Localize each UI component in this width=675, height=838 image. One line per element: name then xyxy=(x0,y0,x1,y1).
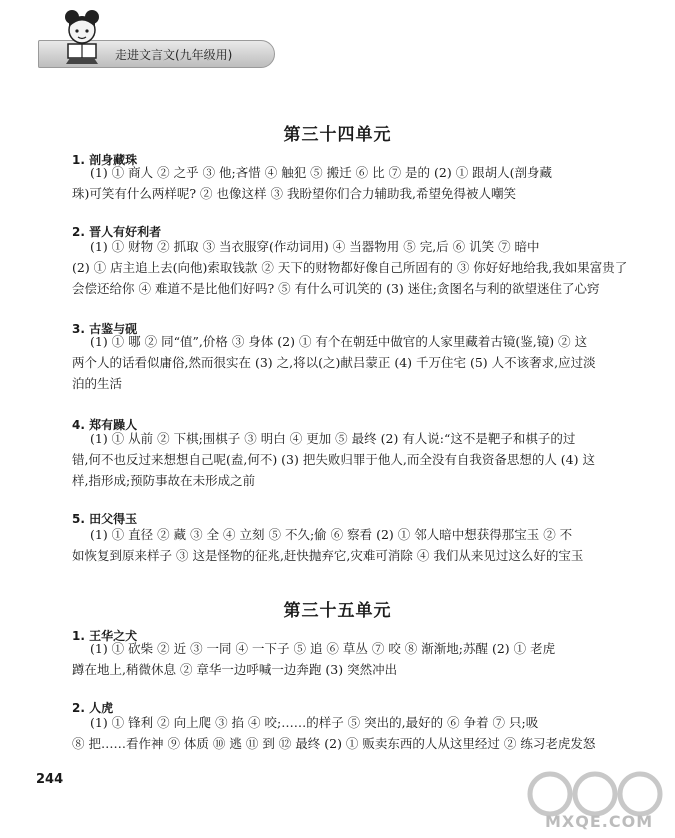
book-title: 走进文言文(九年级用) xyxy=(115,48,233,62)
section-title: 1. 王华之犬 xyxy=(72,629,138,643)
text-line: (1) ① 直径 ② 藏 ③ 全 ④ 立刻 ⑤ 不久;偷 ⑥ 察看 (2) ① 邻人暗中想获得那宝玉 ② 不 xyxy=(90,527,573,542)
section-title: 2. 晋人有好利者 xyxy=(72,225,162,239)
text-line: ⑧ 把……看作神 ⑨ 体质 ⑩ 逃 ⑪ 到 ⑫ 最终 (2) ① 贩卖东西的人从这里经过 ② 练习老虎发怒 xyxy=(72,736,596,751)
section-body xyxy=(72,638,612,680)
text-line: (2) ① 店主追上去(向他)索取钱款 ② 天下的财物都好像自己所固有的 ③ 你好好地给我,我如果富贵了 xyxy=(72,260,628,275)
text-line: (1) ① 锋利 ② 向上爬 ③ 掐 ④ 咬;……的样子 ⑤ 突出的,最好的 ⑥ 争着 ⑦ 只;吸 xyxy=(90,715,539,730)
cartoon-girl-reading-icon xyxy=(58,8,106,66)
section-body xyxy=(72,236,628,299)
section-body xyxy=(72,524,612,566)
text-line: 珠)可笑有什么两样呢? ② 也像这样 ③ 我盼望你们合力辅助我,希望免得被人嘲笑 xyxy=(72,186,516,201)
unit-title: 第三十四单元 xyxy=(283,125,392,145)
text-line: (1) ① 商人 ② 之乎 ③ 他;吝惜 ④ 触犯 ⑤ 搬迁 ⑥ 比 ⑦ 是的 (2) ① 跟胡人(剖身藏 xyxy=(90,165,553,180)
text-line: 错,何不也反过来想想自己呢(盍,何不) (3) 把失败归罪于他人,而全没有自我资备思想的人 (4) 这 xyxy=(72,452,595,467)
section-title: 4. 郑有躁人 xyxy=(72,418,138,432)
text-line: 会偿还给你 ④ 难道不是比他们好吗? ⑤ 有什么可讥笑的 (3) 迷住;贪图名与利的欲望迷住了心窍 xyxy=(72,281,600,296)
text-line: (1) ① 财物 ② 抓取 ③ 当衣服穿(作动词用) ④ 当器物用 ⑤ 完,后 ⑥ 讥笑 ⑦ 暗中 xyxy=(90,239,540,254)
section-body xyxy=(72,712,612,754)
text-line: 样,指形成;预防事故在未形成之前 xyxy=(72,473,256,488)
text-line: (1) ① 从前 ② 下棋;围棋子 ③ 明白 ④ 更加 ⑤ 最终 (2) 有人说:“这不是靶子和棋子的过 xyxy=(90,431,576,446)
unit-title: 第三十五单元 xyxy=(283,601,392,621)
section-title: 3. 古鉴与砚 xyxy=(72,322,138,336)
text-line: 两个人的话看似庸俗,然而很实在 (3) 之,将以(之)献吕蒙正 (4) 千万住宅 (5) 人不该奢求,应过淡 xyxy=(72,355,596,370)
section-body xyxy=(72,162,612,204)
section-title: 1. 剖身藏珠 xyxy=(72,153,138,167)
text-line: 泊的生活 xyxy=(72,376,123,391)
page-number: 244 xyxy=(36,772,64,787)
text-line: (1) ① 砍柴 ② 近 ③ 一同 ④ 一下子 ⑤ 追 ⑥ 草丛 ⑦ 咬 ⑧ 渐渐地;苏醒 (2) ① 老虎 xyxy=(90,641,556,656)
section-body xyxy=(72,428,612,491)
text-line: 如恢复到原来样子 ③ 这是怪物的征兆,赶快抛弃它,灾难可消除 ④ 我们从来见过这么好的宝玉 xyxy=(72,548,584,563)
section-title: 5. 田父得玉 xyxy=(72,512,138,526)
text-line: 蹲在地上,稍微休息 ② 章华一边呼喊一边奔跑 (3) 突然冲出 xyxy=(72,662,398,677)
watermark-text: MXQE.COM xyxy=(545,812,654,831)
text-line: (1) ① 哪 ② 同“值”,价格 ③ 身体 (2) ① 有个在朝廷中做官的人家里藏着古镜(鉴,镜) ② 这 xyxy=(90,334,588,349)
section-title: 2. 人虎 xyxy=(72,701,114,715)
section-body xyxy=(72,331,612,394)
